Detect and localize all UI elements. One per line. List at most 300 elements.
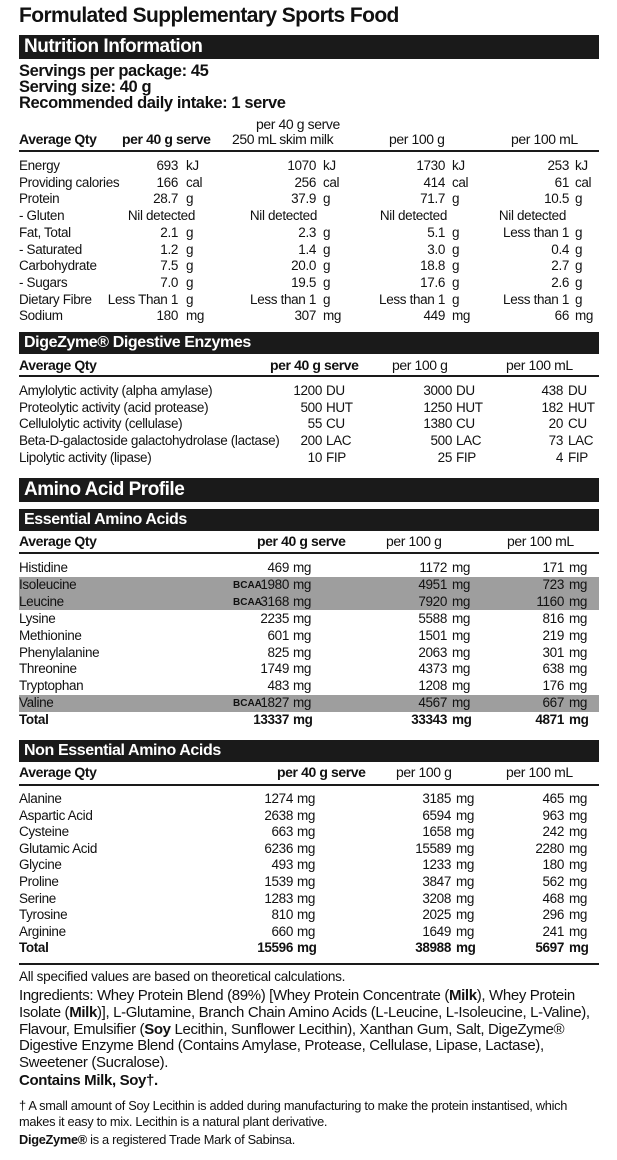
col-header-per-100g: per 100 g — [389, 131, 445, 147]
unit-cell: g — [323, 241, 331, 257]
value-cell: 166 — [156, 174, 178, 190]
unit-cell: mg — [456, 791, 475, 806]
essential-col-header-average-qty: Average Qty — [19, 533, 97, 549]
unit-cell: kJ — [323, 158, 336, 173]
row-label: Glutamic Acid — [19, 840, 97, 856]
value-cell: 1200 — [293, 383, 322, 398]
value-cell: 1.2 — [160, 241, 178, 257]
row-label: Carbohydrate — [19, 258, 97, 274]
unit-cell: mg — [569, 791, 588, 806]
unit-cell: mg — [297, 940, 317, 956]
value-cell: 723 — [542, 576, 564, 592]
value-cell: 1208 — [418, 678, 447, 694]
table-row — [19, 661, 599, 678]
row-label: Methionine — [19, 627, 82, 643]
unit-cell: mg — [323, 308, 342, 324]
value-cell: 28.7 — [153, 191, 178, 207]
total-row — [19, 712, 599, 729]
unit-cell: g — [323, 291, 331, 307]
enzyme-col-header-per-100ml: per 100 mL — [506, 357, 573, 373]
unit-cell: mg — [569, 940, 589, 956]
unit-cell: mg — [452, 560, 471, 575]
value-cell: 493 — [271, 857, 293, 873]
row-label: - Saturated — [19, 241, 82, 257]
table-row — [19, 841, 599, 858]
table-row — [19, 400, 599, 417]
unit-cell: mg — [456, 857, 475, 873]
col-header-milk-line2: 250 mL skim milk — [232, 131, 334, 147]
value-cell: 253 — [547, 158, 569, 173]
value-cell: 296 — [542, 907, 564, 923]
nonessential-col-header-per-serve: per 40 g serve — [277, 764, 366, 780]
value-cell: 601 — [267, 627, 289, 643]
unit-cell: g — [186, 191, 194, 207]
value-cell: 1250 — [423, 399, 452, 415]
divider — [19, 784, 599, 786]
recommended-daily-intake: Recommended daily intake: 1 serve — [19, 94, 286, 112]
unit-cell: mg — [456, 923, 475, 939]
table-row — [19, 450, 599, 467]
value-cell: 693 — [156, 158, 178, 173]
unit-cell: HUT — [456, 399, 483, 415]
table-row — [19, 645, 599, 662]
value-cell: 171 — [542, 560, 564, 575]
value-cell: 465 — [542, 791, 564, 806]
value-cell: 3208 — [422, 890, 451, 906]
row-label: Cysteine — [19, 824, 69, 840]
unit-cell: mg — [293, 627, 312, 643]
value-cell: 55 — [307, 416, 322, 432]
value-cell: 66 — [554, 308, 569, 324]
row-label: Leucine — [19, 593, 64, 609]
value-cell: Nil detected — [249, 208, 317, 224]
unit-cell: mg — [569, 874, 588, 889]
row-label: - Sugars — [19, 274, 68, 290]
enzyme-col-header-per-serve: per 40 g serve — [270, 357, 359, 373]
unit-cell: mg — [452, 610, 471, 626]
value-cell: 0.4 — [551, 241, 569, 257]
unit-cell: mg — [297, 857, 316, 873]
divider — [19, 963, 599, 965]
value-cell: 3000 — [423, 383, 452, 398]
unit-cell: kJ — [186, 158, 199, 173]
value-cell: 17.6 — [420, 274, 445, 290]
unit-cell: g — [186, 258, 194, 274]
row-label: Total — [19, 712, 49, 728]
value-cell: 1283 — [264, 890, 293, 906]
value-cell: 414 — [423, 174, 445, 190]
table-row — [19, 191, 599, 208]
unit-cell: HUT — [568, 399, 595, 415]
unit-cell: g — [575, 258, 583, 274]
value-cell: 3168 — [260, 593, 289, 609]
value-cell: 663 — [271, 824, 293, 840]
row-label: Glycine — [19, 857, 62, 873]
unit-cell: mg — [569, 695, 588, 711]
row-label: Histidine — [19, 560, 68, 575]
row-label: Lysine — [19, 610, 56, 626]
value-cell: 825 — [267, 644, 289, 660]
value-cell: 20.0 — [291, 258, 316, 274]
value-cell: 660 — [271, 923, 293, 939]
value-cell: 1070 — [287, 158, 316, 173]
table-row — [19, 158, 599, 175]
bcaa-tag: BCAA — [233, 698, 262, 710]
unit-cell: mg — [293, 644, 312, 660]
row-label: Phenylalanine — [19, 644, 100, 660]
table-row — [19, 560, 599, 577]
value-cell: Less than 1 — [250, 291, 316, 307]
unit-cell: CU — [568, 416, 587, 432]
value-cell: 2280 — [535, 840, 564, 856]
unit-cell: mg — [452, 576, 471, 592]
unit-cell: mg — [569, 857, 588, 873]
calculation-note: All specified values are based on theoretical calculations. — [19, 969, 346, 984]
value-cell: 500 — [300, 399, 322, 415]
value-cell: Nil detected — [127, 208, 195, 224]
unit-cell: mg — [297, 791, 316, 806]
value-cell: 1730 — [416, 158, 445, 173]
table-row — [19, 292, 599, 309]
row-label: Dietary Fibre — [19, 291, 92, 307]
unit-cell: mg — [293, 610, 312, 626]
unit-cell: g — [186, 291, 194, 307]
value-cell: 2.1 — [160, 224, 178, 240]
divider — [19, 150, 599, 152]
value-cell: 1539 — [264, 874, 293, 889]
value-cell: 1658 — [422, 824, 451, 840]
value-cell: 219 — [542, 627, 564, 643]
value-cell: 61 — [554, 174, 569, 190]
serving-size: Serving size: 40 g — [19, 78, 152, 96]
amino-acid-profile-header: Amino Acid Profile — [19, 478, 599, 502]
unit-cell: DU — [456, 383, 475, 398]
value-cell: 7.0 — [160, 274, 178, 290]
unit-cell: g — [575, 241, 583, 257]
unit-cell: g — [323, 274, 331, 290]
table-row — [19, 695, 599, 712]
row-label: Sodium — [19, 308, 63, 324]
value-cell: 562 — [542, 874, 564, 889]
divider — [19, 375, 599, 377]
table-row — [19, 907, 599, 924]
value-cell: 180 — [156, 308, 178, 324]
unit-cell: mg — [293, 560, 312, 575]
unit-cell: mg — [452, 712, 472, 728]
unit-cell: g — [186, 241, 194, 257]
unit-cell: mg — [452, 678, 471, 694]
value-cell: 6236 — [264, 840, 293, 856]
row-label: Protein — [19, 191, 60, 207]
value-cell: 5588 — [418, 610, 447, 626]
lecithin-note: † A small amount of Soy Lecithin is added during manufacturing to make the protein instantised, which makes it easy to mix. Lecithin is a natural plant derivative. — [19, 1098, 568, 1129]
table-row — [19, 678, 599, 695]
value-cell: Less Than 1 — [107, 291, 178, 307]
unit-cell: mg — [456, 940, 476, 956]
bcaa-tag: BCAA — [233, 596, 262, 608]
value-cell: 242 — [542, 824, 564, 840]
unit-cell: mg — [569, 678, 588, 694]
value-cell: 301 — [542, 644, 564, 660]
unit-cell: mg — [186, 308, 205, 324]
value-cell: 38988 — [415, 940, 451, 956]
col-header-average-qty: Average Qty — [19, 131, 97, 147]
row-label: Threonine — [19, 661, 77, 677]
value-cell: 4 — [555, 449, 563, 465]
value-cell: 3847 — [422, 874, 451, 889]
unit-cell: kJ — [575, 158, 588, 173]
row-label: Valine — [19, 695, 54, 711]
value-cell: 469 — [267, 560, 289, 575]
table-row — [19, 857, 599, 874]
enzyme-col-header-per-100g: per 100 g — [392, 357, 448, 373]
value-cell: 25 — [437, 449, 452, 465]
row-label: Alanine — [19, 791, 62, 806]
value-cell: 73 — [548, 433, 563, 449]
unit-cell: mg — [297, 923, 316, 939]
unit-cell: mg — [452, 627, 471, 643]
row-label: Isoleucine — [19, 576, 77, 592]
value-cell: 10 — [307, 449, 322, 465]
table-row — [19, 791, 599, 808]
table-row — [19, 808, 599, 825]
unit-cell: mg — [569, 661, 588, 677]
col-header-milk-line1: per 40 g serve — [256, 116, 340, 132]
unit-cell: mg — [293, 678, 312, 694]
unit-cell: mg — [456, 807, 475, 823]
value-cell: 182 — [541, 399, 563, 415]
unit-cell: g — [575, 191, 583, 207]
value-cell: 37.9 — [291, 191, 316, 207]
value-cell: 816 — [542, 610, 564, 626]
row-label: Proline — [19, 874, 59, 889]
value-cell: Nil detected — [379, 208, 447, 224]
unit-cell: kJ — [452, 158, 465, 173]
unit-cell: mg — [569, 627, 588, 643]
row-label: Providing calories — [19, 174, 120, 190]
unit-cell: mg — [569, 824, 588, 840]
row-label: Total — [19, 940, 49, 956]
value-cell: 256 — [294, 174, 316, 190]
unit-cell: g — [186, 274, 194, 290]
unit-cell: mg — [297, 874, 316, 889]
bcaa-tag: BCAA — [233, 579, 262, 591]
enzyme-col-header-average-qty: Average Qty — [19, 357, 97, 373]
unit-cell: FIP — [456, 449, 476, 465]
unit-cell: mg — [293, 593, 312, 609]
table-row — [19, 225, 599, 242]
unit-cell: mg — [456, 890, 475, 906]
essential-col-header-per-100g: per 100 g — [386, 533, 442, 549]
value-cell: 2638 — [264, 807, 293, 823]
divider — [19, 552, 599, 554]
unit-cell: g — [323, 258, 331, 274]
table-row — [19, 824, 599, 841]
value-cell: 483 — [267, 678, 289, 694]
value-cell: 2063 — [418, 644, 447, 660]
non-essential-amino-acids-header: Non Essential Amino Acids — [19, 740, 599, 762]
trademark-note — [19, 1132, 604, 1148]
unit-cell: LAC — [456, 433, 482, 449]
table-row — [19, 433, 599, 450]
unit-cell: mg — [452, 695, 471, 711]
value-cell: 180 — [542, 857, 564, 873]
value-cell: 307 — [294, 308, 316, 324]
unit-cell: CU — [326, 416, 345, 432]
value-cell: 4951 — [418, 576, 447, 592]
unit-cell: g — [452, 224, 460, 240]
unit-cell: g — [323, 224, 331, 240]
row-label: Arginine — [19, 923, 66, 939]
value-cell: 18.8 — [420, 258, 445, 274]
value-cell: 200 — [300, 433, 322, 449]
unit-cell: mg — [456, 907, 475, 923]
unit-cell: mg — [569, 593, 588, 609]
table-row — [19, 308, 599, 325]
unit-cell: mg — [297, 840, 316, 856]
unit-cell: cal — [575, 174, 592, 190]
row-label: Aspartic Acid — [19, 807, 93, 823]
unit-cell: DU — [568, 383, 587, 398]
unit-cell: mg — [569, 807, 588, 823]
unit-cell: mg — [297, 824, 316, 840]
unit-cell: g — [575, 224, 583, 240]
value-cell: 33343 — [411, 712, 447, 728]
value-cell: 7920 — [418, 593, 447, 609]
nutrition-info-header: Nutrition Information — [19, 35, 599, 59]
value-cell: 3.0 — [427, 241, 445, 257]
value-cell: 5.1 — [427, 224, 445, 240]
table-row — [19, 175, 599, 192]
value-cell: 438 — [541, 383, 563, 398]
unit-cell: g — [575, 291, 583, 307]
allergen-statement: Contains Milk, Soy†. — [19, 1072, 158, 1089]
value-cell: 241 — [542, 923, 564, 939]
unit-cell: mg — [297, 907, 316, 923]
unit-cell: FIP — [568, 449, 588, 465]
table-row — [19, 416, 599, 433]
row-label: Amylolytic activity (alpha amylase) — [19, 383, 213, 398]
unit-cell: mg — [452, 593, 471, 609]
unit-cell: mg — [293, 661, 312, 677]
enzymes-header: DigeZyme® Digestive Enzymes — [19, 332, 599, 354]
col-header-per-100ml: per 100 mL — [511, 131, 578, 147]
unit-cell: mg — [293, 712, 313, 728]
nonessential-col-header-per-100ml: per 100 mL — [506, 764, 573, 780]
value-cell: 4871 — [535, 712, 564, 728]
row-label: Tyrosine — [19, 907, 68, 923]
value-cell: 1649 — [422, 923, 451, 939]
nonessential-col-header-average-qty: Average Qty — [19, 764, 97, 780]
unit-cell: mg — [293, 576, 312, 592]
unit-cell: g — [452, 258, 460, 274]
table-row — [19, 577, 599, 594]
table-row — [19, 383, 599, 400]
row-label: Lipolytic activity (lipase) — [19, 449, 152, 465]
value-cell: 2.6 — [551, 274, 569, 290]
unit-cell: mg — [452, 308, 471, 324]
value-cell: 449 — [423, 308, 445, 324]
row-label: Cellulolytic activity (cellulase) — [19, 416, 183, 432]
unit-cell: mg — [569, 644, 588, 660]
unit-cell: CU — [456, 416, 475, 432]
value-cell: 2235 — [260, 610, 289, 626]
table-row — [19, 611, 599, 628]
value-cell: 2.3 — [298, 224, 316, 240]
total-row — [19, 940, 599, 957]
essential-col-header-per-100ml: per 100 mL — [507, 533, 574, 549]
unit-cell: HUT — [326, 399, 353, 415]
value-cell: 1274 — [264, 791, 293, 806]
value-cell: 2.7 — [551, 258, 569, 274]
unit-cell: mg — [569, 890, 588, 906]
table-row — [19, 258, 599, 275]
unit-cell: g — [452, 291, 460, 307]
unit-cell: DU — [326, 383, 345, 398]
table-row — [19, 924, 599, 941]
unit-cell: mg — [456, 874, 475, 889]
value-cell: Nil detected — [498, 208, 566, 224]
value-cell: 1380 — [423, 416, 452, 432]
value-cell: 963 — [542, 807, 564, 823]
value-cell: 810 — [271, 907, 293, 923]
trademark-text: is a registered Trade Mark of Sabinsa. — [86, 1132, 295, 1147]
table-row — [19, 275, 599, 292]
unit-cell: cal — [452, 174, 469, 190]
ingredients-text — [19, 988, 604, 1072]
row-label: Fat, Total — [19, 224, 71, 240]
unit-cell: mg — [569, 907, 588, 923]
value-cell: 10.5 — [544, 191, 569, 207]
ingredients-body: Ingredients: Whey Protein Blend (89%) [Whey Protein Concentrate (Milk), Whey Protein Isolate (Milk)], L-Glutamine, Branch Chain Amino Acids (L-Leucine, L-Isoleucine, L-Valine), Flavour, Emulsifier (Soy Lecithin, Sunflower Lecithin), Xanthan Gum, Salt, DigeZyme® Digestive Enzyme Blend (Contains Amylase, Protease, Cellulase, Lipase, Lactase), Sweetener (Sucralose). — [19, 987, 590, 1072]
unit-cell: mg — [452, 644, 471, 660]
unit-cell: g — [186, 224, 194, 240]
row-label: Energy — [19, 158, 60, 173]
value-cell: 176 — [542, 678, 564, 694]
unit-cell: g — [452, 241, 460, 257]
unit-cell: g — [323, 191, 331, 207]
row-label: Proteolytic activity (acid protease) — [19, 399, 209, 415]
unit-cell: mg — [569, 560, 588, 575]
value-cell: 1749 — [260, 661, 289, 677]
value-cell: 71.7 — [420, 191, 445, 207]
table-row — [19, 891, 599, 908]
value-cell: 468 — [542, 890, 564, 906]
value-cell: 1160 — [536, 593, 564, 609]
unit-cell: g — [452, 274, 460, 290]
col-header-per-serve: per 40 g serve — [122, 131, 211, 147]
value-cell: 2025 — [422, 907, 451, 923]
value-cell: 4373 — [418, 661, 447, 677]
unit-cell: LAC — [326, 433, 352, 449]
table-row — [19, 242, 599, 259]
unit-cell: mg — [569, 610, 588, 626]
value-cell: 15589 — [415, 840, 451, 856]
unit-cell: g — [452, 191, 460, 207]
value-cell: Less than 1 — [379, 291, 445, 307]
value-cell: 15596 — [257, 940, 293, 956]
essential-amino-acids-header: Essential Amino Acids — [19, 509, 599, 531]
unit-cell: mg — [456, 840, 475, 856]
value-cell: 1172 — [419, 560, 447, 575]
value-cell: 1827 — [260, 695, 289, 711]
value-cell: 3185 — [422, 791, 451, 806]
unit-cell: mg — [569, 712, 589, 728]
unit-cell: mg — [569, 840, 588, 856]
unit-cell: cal — [323, 174, 340, 190]
unit-cell: mg — [569, 576, 588, 592]
unit-cell: mg — [456, 824, 475, 840]
